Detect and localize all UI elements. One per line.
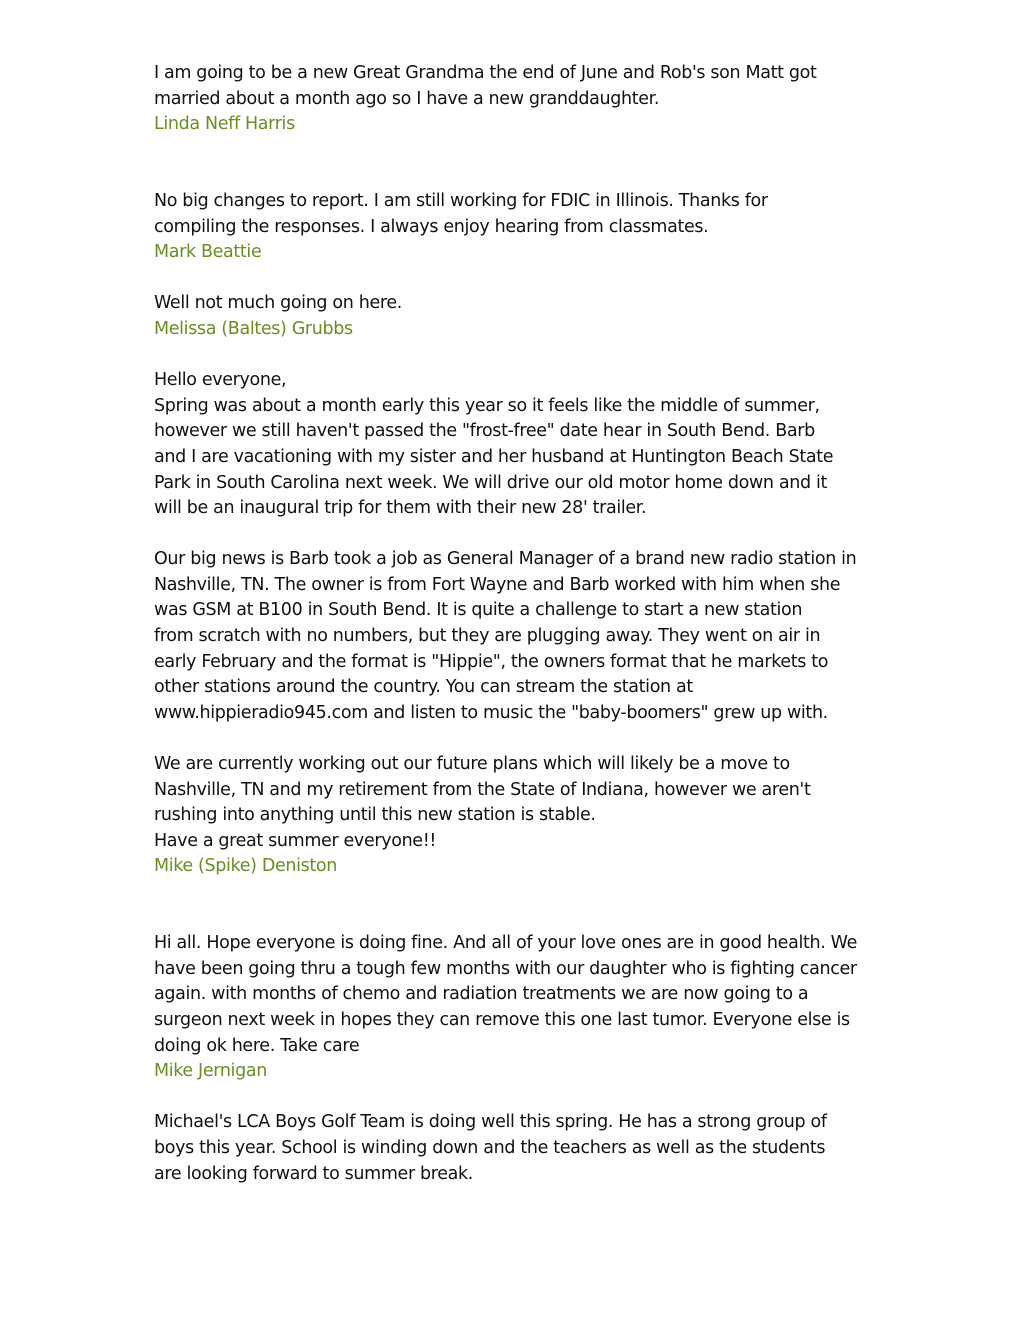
body-line: other stations around the country. You can stream the station at: [154, 677, 693, 698]
body-line: rushing into anything until this new station is stable.: [154, 805, 596, 826]
body-line: from scratch with no numbers, but they are plugging away. They went on air in: [154, 626, 821, 647]
body-line: doing ok here. Take care: [154, 1035, 360, 1056]
entry-mike-jernigan: [154, 931, 874, 1085]
body-line: Have a great summer everyone!!: [154, 830, 437, 851]
body-line: Michael's LCA Boys Golf Team is doing well this spring. He has a strong group of: [154, 1112, 827, 1133]
spacer: [154, 1085, 874, 1111]
entry-mike-deniston: [154, 368, 874, 880]
body-line: will be an inaugural trip for them with their new 28' trailer.: [154, 498, 647, 519]
body-line: surgeon next week in hopes they can remove this one last tumor. Everyone else is: [154, 1009, 850, 1030]
author-name: Mark Beattie: [154, 242, 262, 263]
spacer: [154, 343, 874, 369]
body-line: have been going thru a tough few months with our daughter who is fighting cancer: [154, 958, 857, 979]
spacer: [154, 726, 874, 752]
body-line: Spring was about a month early this year so it feels like the middle of summer,: [154, 395, 820, 416]
body-line: No big changes to report. I am still working for FDIC in Illinois. Thanks for: [154, 190, 768, 211]
spacer: [154, 522, 874, 548]
body-line: Nashville, TN. The owner is from Fort Wayne and Barb worked with him when she: [154, 574, 841, 595]
spacer: [154, 266, 874, 292]
body-line: Park in South Carolina next week. We will drive our old motor home down and it: [154, 472, 827, 493]
body-line: I am going to be a new Great Grandma the end of June and Rob's son Matt got: [154, 63, 817, 83]
body-line: are looking forward to summer break.: [154, 1163, 474, 1184]
body-line: again. with months of chemo and radiation treatments we are now going to a: [154, 984, 809, 1005]
body-line: compiling the responses. I always enjoy hearing from classmates.: [154, 216, 709, 237]
entry-melissa: [154, 291, 874, 342]
body-line: Hello everyone,: [154, 370, 287, 391]
body-line: Our big news is Barb took a job as General Manager of a brand new radio station in: [154, 549, 857, 570]
body-line: and I are vacationing with my sister and her husband at Huntington Beach State: [154, 446, 834, 467]
body-line: Nashville, TN and my retirement from the State of Indiana, however we aren't: [154, 779, 811, 800]
entry-michael-golf: [154, 1110, 874, 1187]
author-name: Mike Jernigan: [154, 1061, 267, 1082]
body-line: We are currently working out our future plans which will likely be a move to: [154, 754, 790, 775]
body-line: Well not much going on here.: [154, 293, 402, 314]
author-name: Linda Neff Harris: [154, 114, 295, 135]
body-line: however we still haven't passed the "frost-free" date hear in South Bend. Barb: [154, 421, 815, 442]
spacer: [154, 880, 874, 931]
entry-linda: [154, 61, 874, 138]
body-line: was GSM at B100 in South Bend. It is quite a challenge to start a new station: [154, 600, 803, 621]
author-name: Melissa (Baltes) Grubbs: [154, 318, 353, 339]
body-line: early February and the format is "Hippie", the owners format that he markets to: [154, 651, 829, 672]
body-line: Hi all. Hope everyone is doing fine. And all of your love ones are in good health. We: [154, 933, 857, 954]
body-line: boys this year. School is winding down and the teachers as well as the students: [154, 1137, 826, 1158]
author-name: Mike (Spike) Deniston: [154, 856, 337, 877]
body-line: www.hippieradio945.com and listen to music the "baby-boomers" grew up with.: [154, 702, 828, 723]
entry-mark: [154, 189, 874, 266]
newsletter-page: [154, 61, 874, 1187]
body-line: married about a month ago so I have a new granddaughter.: [154, 88, 660, 109]
spacer: [154, 138, 874, 189]
